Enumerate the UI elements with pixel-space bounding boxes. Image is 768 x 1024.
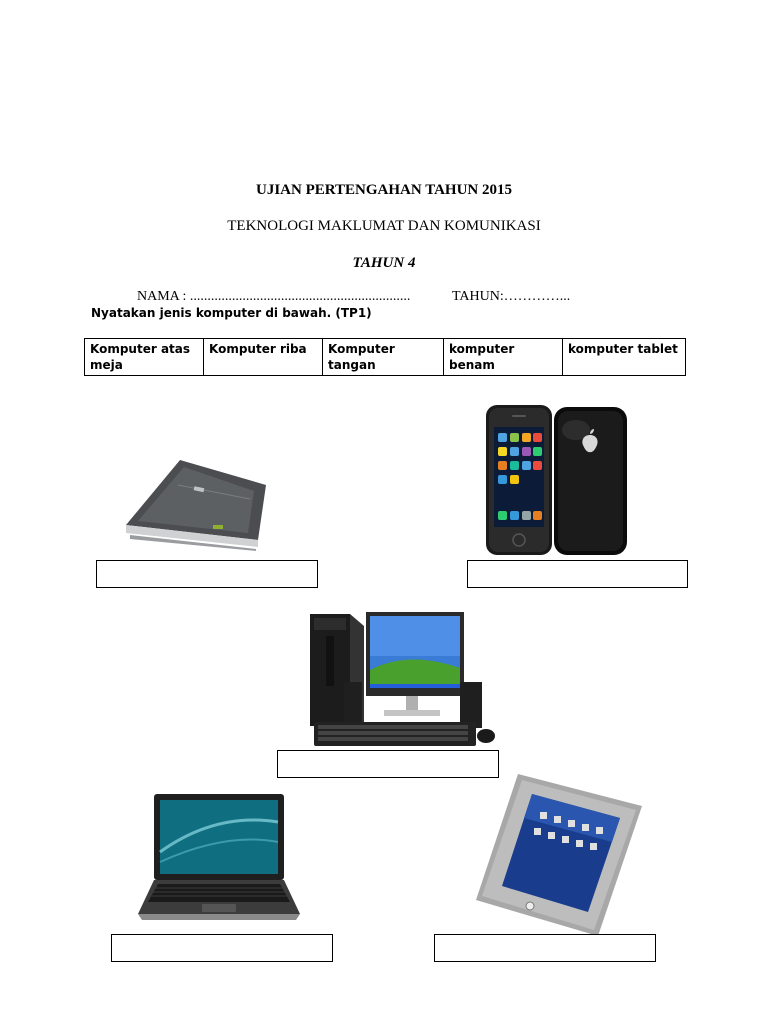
- option-cell: Komputer atas meja: [85, 339, 204, 376]
- answer-box-desktop[interactable]: [277, 750, 499, 778]
- options-table: [84, 338, 686, 376]
- name-line: [137, 289, 410, 305]
- tahun-label: TAHUN: [452, 289, 500, 304]
- answer-box-laptop[interactable]: [111, 934, 333, 962]
- scanner-icon: [118, 455, 268, 550]
- tahun-field[interactable]: :…………...: [499, 289, 571, 304]
- answer-box-scanner[interactable]: [96, 560, 318, 588]
- laptop-icon: [136, 792, 302, 920]
- exam-title: UJIAN PERTENGAHAN TAHUN 2015: [255, 182, 513, 198]
- year-title: TAHUN 4: [352, 255, 416, 271]
- smartphone-icon: [486, 405, 631, 557]
- tablet-icon: [474, 772, 644, 938]
- name-label: NAMA :: [137, 289, 187, 304]
- instruction-text: Nyatakan jenis komputer di bawah. (TP1): [91, 306, 372, 320]
- subject-title: TEKNOLOGI MAKLUMAT DAN KOMUNIKASI: [227, 218, 541, 234]
- option-cell: komputer tablet: [563, 339, 686, 376]
- answer-box-smartphone[interactable]: [467, 560, 688, 588]
- option-cell: Komputer tangan: [323, 339, 444, 376]
- option-cell: Komputer riba: [204, 339, 323, 376]
- name-field[interactable]: ...............................................................: [189, 289, 411, 304]
- answer-box-tablet[interactable]: [434, 934, 656, 962]
- option-cell: komputer benam: [444, 339, 563, 376]
- tahun-line: [452, 289, 570, 305]
- desktop-computer-icon: [308, 610, 498, 750]
